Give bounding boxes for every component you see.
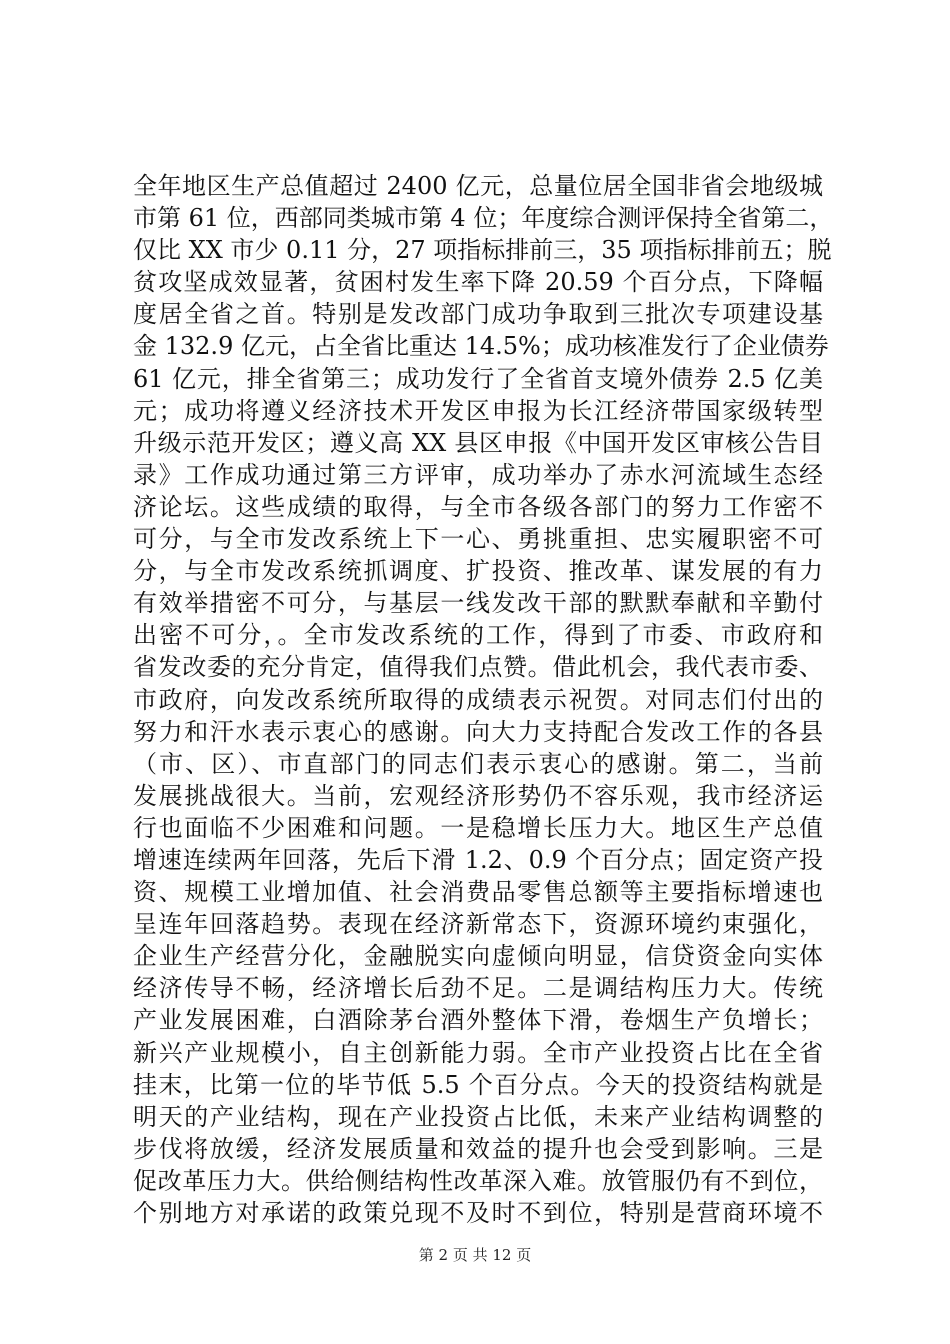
text-line: 录》工作成功通过第三方评审，成功举办了赤水河流域生态经 [133, 460, 823, 489]
text-line: 新兴产业规模小，自主创新能力弱。全市产业投资占比在全省 [133, 1038, 823, 1067]
text-line: 努力和汗水表示衷心的感谢。向大力支持配合发改工作的各县 [133, 717, 823, 746]
text-line: 增速连续两年回落，先后下滑 1.2、0.9 个百分点；固定资产投 [133, 845, 823, 874]
text-line: 促改革压力大。供给侧结构性改革深入难。放管服仍有不到位， [133, 1166, 823, 1195]
body-text [133, 170, 834, 1229]
text-line: 出密不可分，。全市发改系统的工作，得到了市委、市政府和 [133, 621, 823, 650]
text-line: 全年地区生产总值超过 2400 亿元，总量位居全国非省会地级城 [133, 172, 823, 200]
page-number-label: 第 2 页 共 12 页 [418, 1246, 532, 1264]
text-line: 金 132.9 亿元，占全省比重达 14.5%；成功核准发行了企业债券 [133, 332, 829, 361]
text-line: 仅比 XX 市少 0.11 分，27 项指标排前三，35 项指标排前五；脱 [133, 236, 832, 265]
text-line: 分，与全市发改系统抓调度、扩投资、推改革、谋发展的有力 [133, 557, 823, 586]
text-line: 可分，与全市发改系统上下一心、勇挑重担、忠实履职密不可 [133, 525, 823, 554]
text-line: 个别地方对承诺的政策兑现不及时不到位，特别是营商环境不 [133, 1199, 823, 1227]
text-line: 步伐将放缓，经济发展质量和效益的提升也会受到影响。三是 [133, 1134, 823, 1163]
text-line: 升级示范开发区；遵义高 XX 县区申报《中国开发区审核公告目 [133, 428, 823, 457]
text-line: 度居全省之首。特别是发改部门成功争取到三批次专项建设基 [133, 300, 823, 329]
text-line: 省发改委的充分肯定，值得我们点赞。借此机会，我代表市委、 [133, 653, 823, 682]
text-line: 挂末，比第一位的毕节低 5.5 个百分点。今天的投资结构就是 [133, 1070, 823, 1099]
text-line: 市第 61 位，西部同类城市第 4 位；年度综合测评保持全省第二， [133, 204, 834, 233]
text-line: 经济传导不畅，经济增长后劲不足。二是调结构压力大。传统 [133, 974, 823, 1003]
text-line: 产业发展困难，白酒除茅台酒外整体下滑，卷烟生产负增长； [133, 1006, 823, 1035]
text-line: 行也面临不少困难和问题。一是稳增长压力大。地区生产总值 [133, 813, 823, 842]
text-line: 市政府，向发改系统所取得的成绩表示祝贺。对同志们付出的 [133, 685, 823, 714]
text-line: 元；成功将遵义经济技术开发区申报为长江经济带国家级转型 [133, 396, 823, 425]
text-line: 贫攻坚成效显著，贫困村发生率下降 20.59 个百分点，下降幅 [133, 268, 823, 297]
page-footer [0, 1244, 950, 1265]
text-line: 61 亿元，排全省第三；成功发行了全省首支境外债券 2.5 亿美 [133, 364, 823, 393]
text-line: 济论坛。这些成绩的取得，与全市各级各部门的努力工作密不 [133, 492, 823, 521]
text-line: 有效举措密不可分，与基层一线发改干部的默默奉献和辛勤付 [133, 589, 823, 618]
text-line: 资、规模工业增加值、社会消费品零售总额等主要指标增速也 [133, 878, 823, 907]
text-line: 发展挑战很大。当前，宏观经济形势仍不容乐观，我市经济运 [133, 781, 823, 810]
text-line: （市、区）、市直部门的同志们表示衷心的感谢。第二，当前 [133, 749, 823, 778]
text-line: 企业生产经营分化，金融脱实向虚倾向明显，信贷资金向实体 [133, 942, 823, 971]
text-line: 明天的产业结构，现在产业投资占比低，未来产业结构调整的 [133, 1102, 823, 1131]
text-line: 呈连年回落趋势。表现在经济新常态下，资源环境约束强化， [133, 910, 823, 939]
